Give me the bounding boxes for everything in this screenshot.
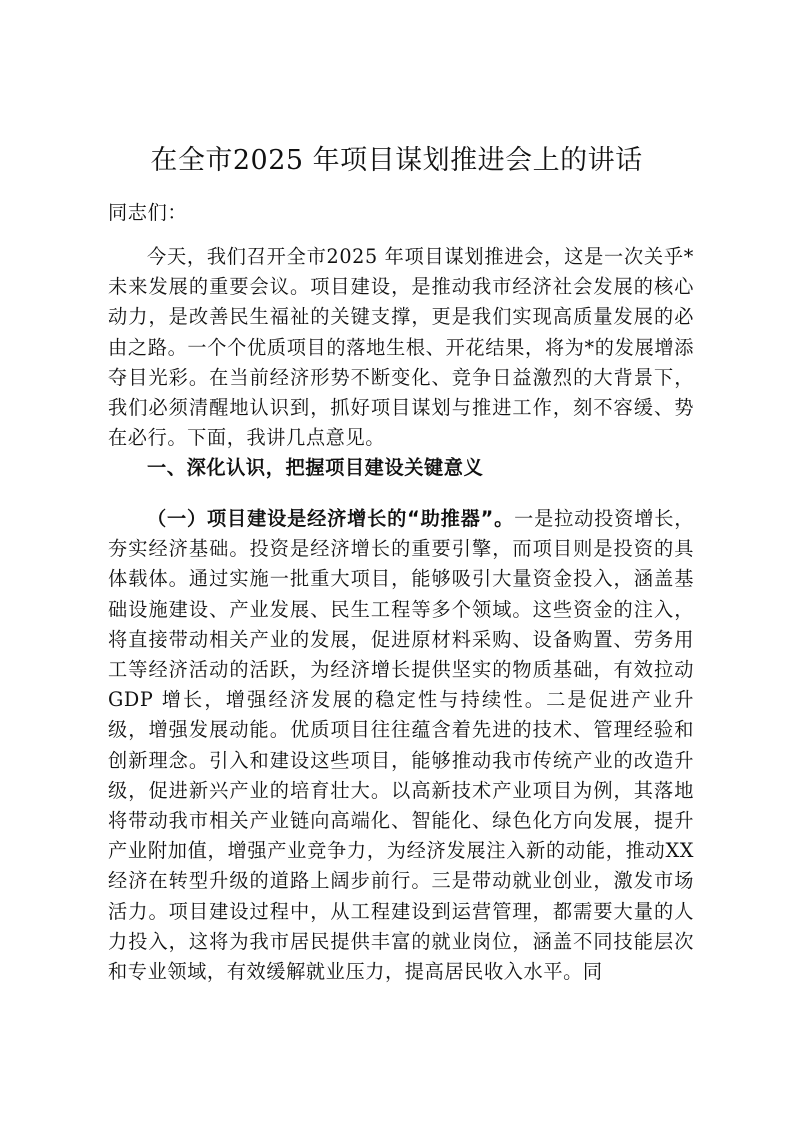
subsection-body: 一是拉动投资增长，夯实经济基础。投资是经济增长的重要引擎，而项目则是投资的具体载体。通过实施一批重大项目，能够吸引大量资金投入，涵盖基础设施建设、产业发展、民生工程等多个领域。这些资金的注入，将直接带动相关产业的发展，促进原材料采购、设备购置、劳务用工等经济活动的活跃，为经济增长提供坚实的物质基础，有效拉动GDP 增长，增强经济发展的稳定性与持续性。二是促进产业升级，增强发展动能。优质项目往往蕴含着先进的技术、管理经验和创新理念。引入和建设这些项目，能够推动我市传统产业的改造升级，促进新兴产业的培育壮大。以高新技术产业项目为例，其落地将带动我市相关产业链向高端化、智能化、绿色化方向发展，提升产业附加值，增强产业竞争力，为经济发展注入新的动能，推动XX 经济在转型升级的道路上阔步前行。三是带动就业创业，激发市场活力。项目建设过程中，从工程建设到运营管理，都需要大量的人力投入，这将为我市居民提供丰富的就业岗位，涵盖不同技能层次和专业领域，有效缓解就业压力，提高居民收入水平。同 — [108, 507, 695, 984]
greeting: 同志们： — [108, 201, 188, 224]
section-heading: 一、深化认识，把握项目建设关键意义 — [147, 456, 484, 479]
document-title: 在全市2025 年项目谋划推进会上的讲话 — [150, 145, 643, 176]
subsection-lead: （一）项目建设是经济增长的“助推器”。 — [147, 507, 515, 530]
intro-paragraph: 今天，我们召开全市2025 年项目谋划推进会，这是一次关乎*未来发展的重要会议。项目建设，是推动我市经济社会发展的核心动力，是改善民生福祉的关键支撑，更是我们实现高质量发展的必由之路。一个个优质项目的落地生根、开花结果，将为*的发展增添夺目光彩。在当前经济形势不断变化、竞争日益激烈的大背景下，我们必须清醒地认识到，抓好项目谋划与推进工作，刻不容缓、势在必行。下面，我讲几点意见。 — [108, 245, 694, 450]
subsection-paragraph — [108, 504, 694, 987]
